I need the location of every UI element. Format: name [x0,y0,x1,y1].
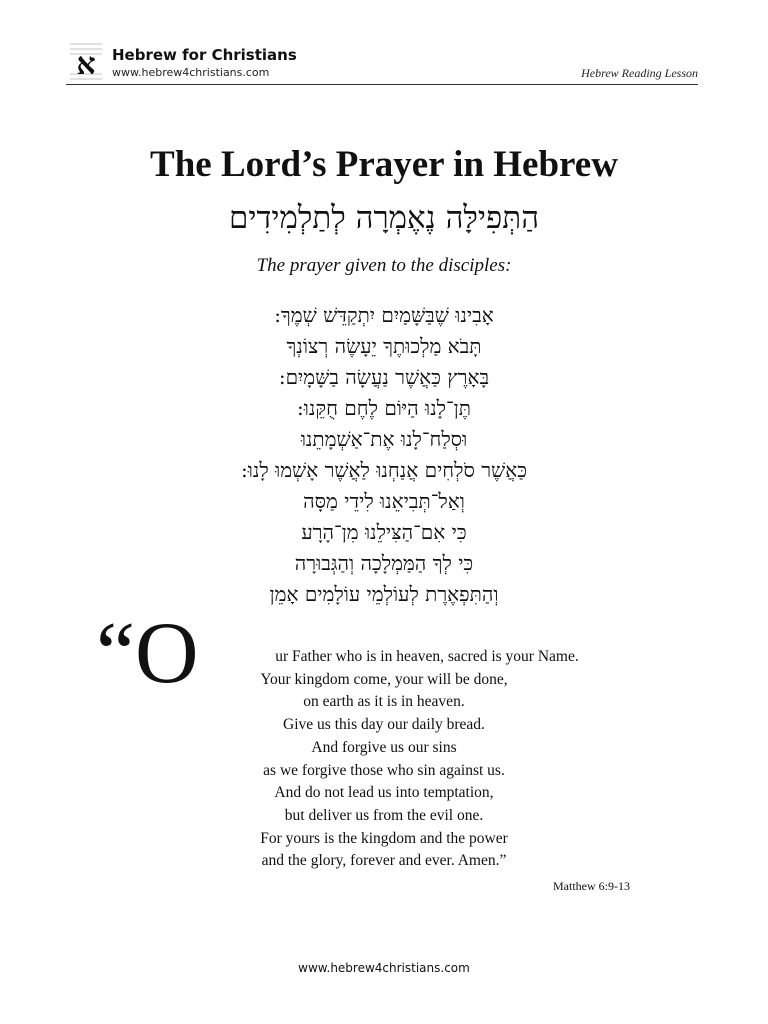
lesson-label: Hebrew Reading Lesson [581,66,698,80]
hebrew-line: וּסְלַח־לָנוּ אֶת־אַשְׁמָתֵנוּ [300,427,468,451]
page-header [66,40,698,85]
hebrew-line: בָּאָרֶץ כַּאֲשֶׁר נַעֲשָׂה בַשָּׁמָיִם: [278,365,490,389]
page-title: The Lord’s Prayer in Hebrew [150,144,618,185]
scripture-reference: Matthew 6:9-13 [553,879,630,893]
english-line: Your kingdom come, your will be done, [260,670,508,688]
hebrew-title: הַתְּפִילָּה נֶאֶמְרָה לְתַלְמִידִים [228,200,540,236]
footer-url[interactable]: www.hebrew4christians.com [298,961,470,975]
hebrew-line: וְהַתִּפְאֶרֶת לְעוֹלְמֵי עוֹלָמִים אָמֵן [269,582,499,606]
hebrew-prayer [0,300,768,610]
english-line: as we forgive those who sin against us. [263,761,505,779]
english-line: on earth as it is in heaven. [303,693,465,711]
hebrew-line: אָבִינוּ שֶׁבַּשָּׁמַיִם יִתְקַדֵּשׁ שְׁמֶךָ: [274,303,494,327]
hebrew-line: תָּבֹא מַלְכוּתֶךָ יֵעָשֶׂה רְצוֹנְךָ [286,334,482,358]
hebrew-line: כִּי לְךָ הַמַּמְלָכָה וְהַגְּבוּרָה [294,551,474,575]
drop-cap: “O [96,605,199,702]
english-line: And forgive us our sins [311,738,457,756]
aleph-logo-icon [66,40,106,84]
hebrew-line: כַּאֲשֶׁר סֹלְחִים אֲנַחְנוּ לַאֲשֶׁר אָשְׁמוּ לָנוּ: [241,458,527,482]
brand-url[interactable]: www.hebrew4christians.com [112,66,270,79]
hebrew-line: וְאַל־תְּבִיאֵנוּ לִידֵי מַסָּה [303,489,465,513]
english-line: Give us this day our daily bread. [283,716,485,734]
hebrew-line: תֶּן־לָנוּ הַיּוֹם לֶחֶם חֻקֵּנוּ: [297,396,471,420]
subtitle: The prayer given to the disciples: [256,255,512,276]
brand-name: Hebrew for Christians [112,46,297,64]
logo-glyph: א [76,47,96,82]
english-line: but deliver us from the evil one. [284,806,484,824]
english-prayer [0,646,768,873]
english-line: ur Father who is in heaven, sacred is your Name. [275,648,579,665]
english-line: For yours is the kingdom and the power [260,829,508,847]
english-line: and the glory, forever and ever. Amen.” [261,852,507,870]
english-line: And do not lead us into temptation, [274,784,494,802]
hebrew-line: כִּי אִם־הַצִּילֵנוּ מִן־הָרָע [301,520,467,544]
